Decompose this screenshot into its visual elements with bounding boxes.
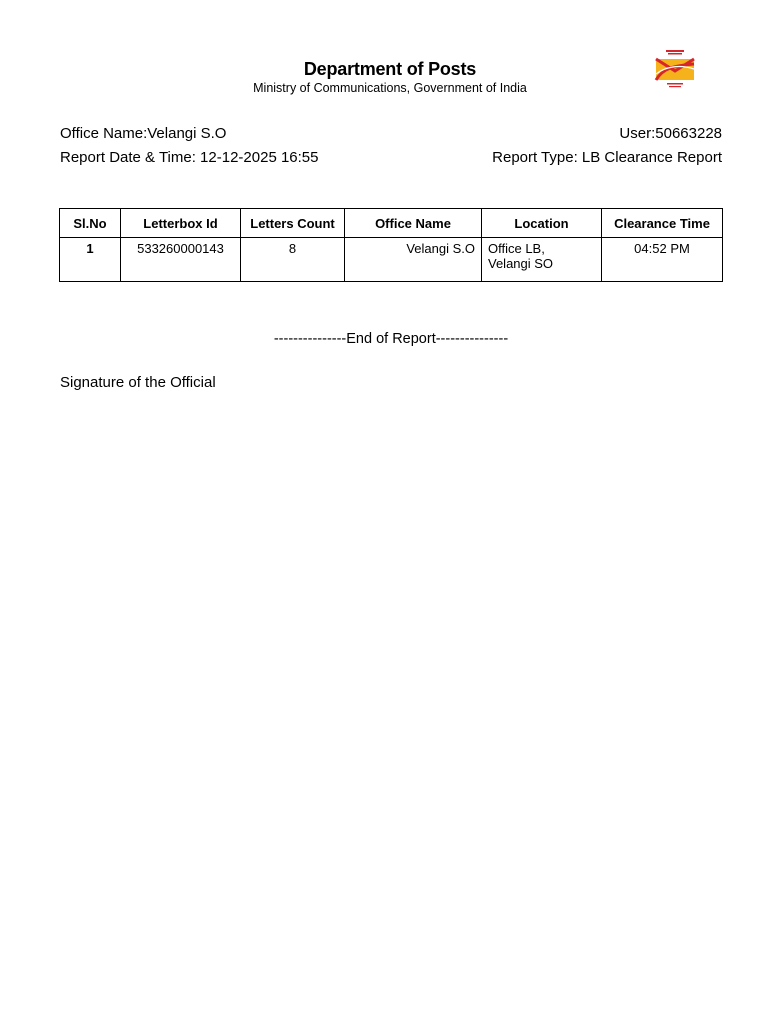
table-header-row bbox=[60, 209, 723, 238]
cell-location-line2: Velangi SO bbox=[488, 256, 554, 271]
india-post-logo-icon bbox=[653, 50, 697, 90]
report-datetime: Report Date & Time: 12-12-2025 16:55 bbox=[60, 149, 319, 166]
cell-clearance-time: 04:52 PM bbox=[602, 238, 723, 282]
end-of-report: ---------------End of Report--------------- bbox=[273, 331, 509, 347]
column-header-clearance-time: Clearance Time bbox=[602, 209, 723, 238]
page-title: Department of Posts bbox=[303, 59, 477, 79]
cell-letterbox-id: 533260000143 bbox=[121, 238, 241, 282]
column-header-office-name: Office Name bbox=[345, 209, 482, 238]
cell-sl-no: 1 bbox=[60, 238, 121, 282]
signature-label: Signature of the Official bbox=[60, 374, 216, 391]
cell-letters-count: 8 bbox=[241, 238, 345, 282]
column-header-sl-no: Sl.No bbox=[60, 209, 121, 238]
report-type: Report Type: LB Clearance Report bbox=[492, 149, 722, 166]
column-header-letterbox-id: Letterbox Id bbox=[121, 209, 241, 238]
user-id: User:50663228 bbox=[619, 125, 722, 142]
clearance-table bbox=[59, 208, 723, 282]
cell-location-line1: Office LB, bbox=[488, 241, 545, 256]
office-name: Office Name:Velangi S.O bbox=[60, 125, 227, 142]
cell-office-name: Velangi S.O bbox=[345, 238, 482, 282]
column-header-location: Location bbox=[482, 209, 602, 238]
column-header-letters-count: Letters Count bbox=[241, 209, 345, 238]
page-subtitle: Ministry of Communications, Government of India bbox=[253, 81, 527, 95]
table-row bbox=[60, 238, 723, 282]
cell-location bbox=[482, 238, 602, 282]
